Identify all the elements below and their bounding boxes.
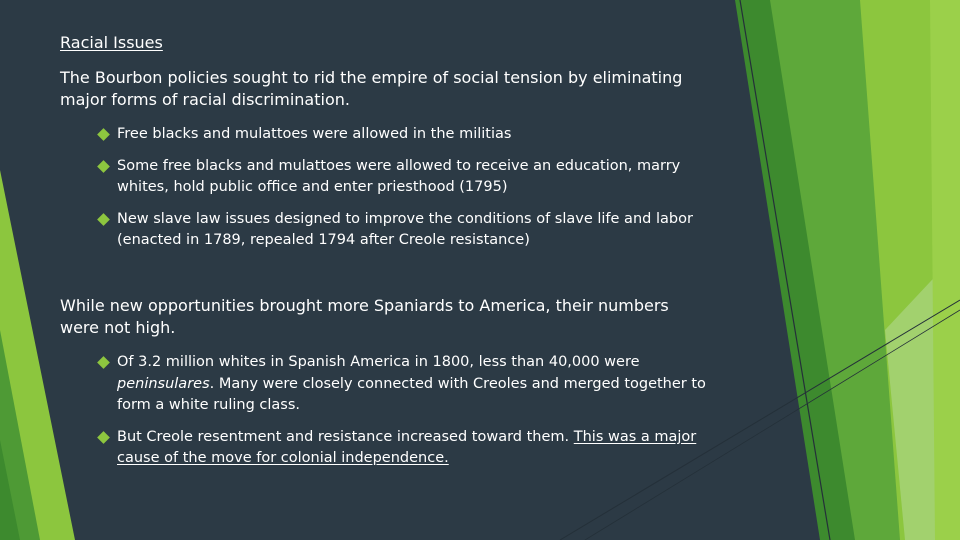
list-item [97, 124, 717, 146]
diamond-bullet-icon [97, 213, 110, 226]
bullet-text-start: But Creole resentment and resistance increased toward them. [117, 428, 574, 445]
bullet-list-peninsulares [97, 352, 717, 480]
diamond-bullet-icon [97, 356, 110, 369]
list-item [97, 352, 717, 417]
bullet-text [117, 354, 706, 413]
diamond-bullet-icon [97, 160, 110, 173]
bullet-text [117, 429, 696, 467]
opportunities-paragraph: While new opportunities brought more Spaniards to America, their numbers were not high. [60, 296, 669, 337]
bullet-text: Some free blacks and mulattoes were allowed to receive an education, marry whites, hold public office and enter priesthood (1795) [117, 157, 681, 195]
bullet-text: Free blacks and mulattoes were allowed in the militias [117, 126, 512, 142]
list-item [97, 209, 717, 252]
intro-paragraph: The Bourbon policies sought to rid the empire of social tension by eliminating major forms of racial discrimination. [60, 68, 683, 109]
list-item [97, 427, 717, 470]
bullet-list-reforms [97, 124, 717, 262]
bullet-text-end: . Many were closely connected with Creoles and merged together to form a white ruling class. [117, 375, 706, 413]
list-item [97, 156, 717, 199]
underlined-conclusion: This was a major cause of the move for colonial independence. [117, 428, 697, 466]
diamond-bullet-icon [97, 431, 110, 444]
italic-term: peninsulares [117, 375, 210, 392]
slide-heading: Racial Issues [60, 33, 163, 52]
diamond-bullet-icon [97, 128, 110, 141]
bullet-text: New slave law issues designed to improve the conditions of slave life and labor (enacted in 1789, repealed 1794 after Creole resistance) [117, 210, 693, 248]
bullet-text-start: Of 3.2 million whites in Spanish America in 1800, less than 40,000 were [117, 354, 640, 370]
